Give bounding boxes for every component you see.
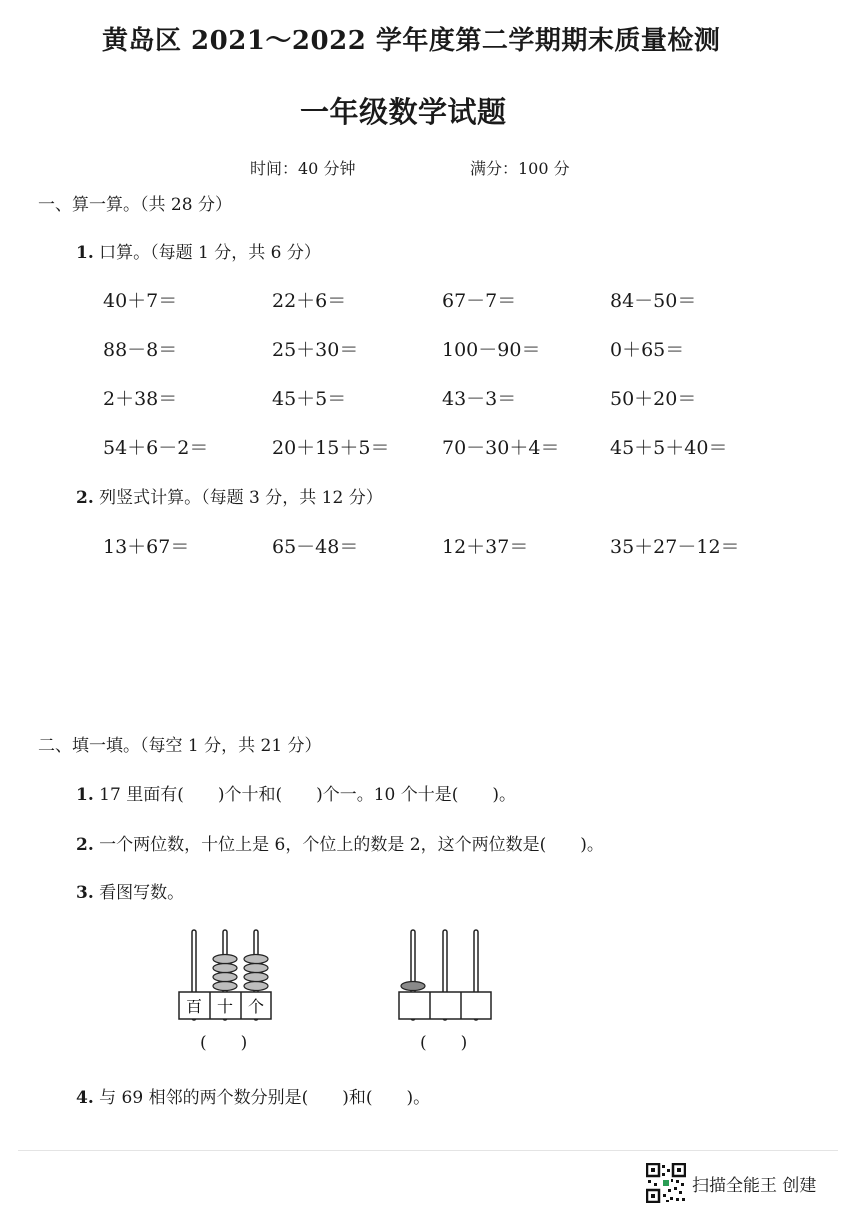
section-1-heading: 一、算一算。（共 28 分） xyxy=(38,195,232,215)
abacus-bead xyxy=(213,973,237,982)
question-number: 3. xyxy=(76,883,94,903)
question-number: 4. xyxy=(76,1088,94,1108)
oral-calc-item: 22＋6＝ xyxy=(272,290,347,312)
question-text: 一个两位数，十位上是 6，个位上的数是 2，这个两位数是( )。 xyxy=(99,835,604,855)
abacus-bead xyxy=(244,955,268,964)
oral-calc-item: 88－8＝ xyxy=(103,339,178,361)
footer-watermark-text: 扫描全能王 创建 xyxy=(692,1176,817,1196)
answer-blank-abacus-2[interactable]: ( ) xyxy=(420,1033,468,1053)
oral-calc-item: 100－90＝ xyxy=(442,339,541,361)
exam-subtitle: 一年级数学试题 xyxy=(300,95,507,129)
oral-calc-item: 20＋15＋5＝ xyxy=(272,437,390,459)
footer-divider xyxy=(18,1150,838,1151)
question-text: 列竖式计算。（每题 3 分，共 12 分） xyxy=(99,488,383,508)
question-text: 口算。（每题 1 分，共 6 分） xyxy=(99,243,321,263)
question-text: 与 69 相邻的两个数分别是( )和( )。 xyxy=(99,1088,431,1108)
abacus-figure-2 xyxy=(390,925,500,1025)
question-2-4 xyxy=(76,1083,430,1108)
place-label-hundreds: 百 xyxy=(185,997,203,1016)
exam-time: 时间：40 分钟 xyxy=(250,159,356,178)
question-1-1 xyxy=(76,238,321,263)
abacus-bead xyxy=(401,982,425,991)
question-number: 2. xyxy=(76,835,94,855)
oral-calc-item: 45＋5＋40＝ xyxy=(610,437,728,459)
question-number: 1. xyxy=(76,785,94,805)
oral-calc-item: 25＋30＝ xyxy=(272,339,359,361)
vertical-calc-item: 35＋27－12＝ xyxy=(610,536,740,558)
abacus-figure-1 xyxy=(170,925,280,1025)
oral-calc-item: 84－50＝ xyxy=(610,290,697,312)
answer-blank-abacus-1[interactable]: ( ) xyxy=(200,1033,248,1053)
abacus-bead xyxy=(244,973,268,982)
oral-calc-item: 54＋6－2＝ xyxy=(103,437,209,459)
question-2-1 xyxy=(76,780,516,805)
vertical-calc-item: 12＋37＝ xyxy=(442,536,529,558)
place-label-ones: 个 xyxy=(247,997,265,1016)
abacus-bead xyxy=(244,964,268,973)
question-2-3 xyxy=(76,878,184,903)
question-text: 17 里面有( )个十和( )个一。10 个十是( )。 xyxy=(99,785,517,805)
question-number: 1. xyxy=(76,243,94,263)
oral-calc-item: 70－30＋4＝ xyxy=(442,437,560,459)
vertical-calc-item: 13＋67＝ xyxy=(103,536,190,558)
section-2-heading: 二、填一填。（每空 1 分，共 21 分） xyxy=(38,736,322,756)
oral-calc-item: 43－3＝ xyxy=(442,388,517,410)
oral-calc-item: 67－7＝ xyxy=(442,290,517,312)
qr-code-icon xyxy=(646,1163,686,1203)
vertical-calc-item: 65－48＝ xyxy=(272,536,359,558)
exam-title: 黄岛区 2021～2022 学年度第二学期期末质量检测 xyxy=(102,26,721,56)
question-text: 看图写数。 xyxy=(99,883,185,903)
oral-calc-item: 0＋65＝ xyxy=(610,339,685,361)
abacus-bead xyxy=(213,982,237,991)
exam-full-score: 满分：100 分 xyxy=(470,159,570,178)
oral-calc-item: 45＋5＝ xyxy=(272,388,347,410)
place-label-tens: 十 xyxy=(216,997,234,1016)
question-number: 2. xyxy=(76,488,94,508)
question-2-2 xyxy=(76,830,604,855)
abacus-bead xyxy=(213,955,237,964)
abacus-bead xyxy=(213,964,237,973)
question-1-2 xyxy=(76,483,383,508)
oral-calc-item: 40＋7＝ xyxy=(103,290,178,312)
oral-calc-item: 2＋38＝ xyxy=(103,388,178,410)
oral-calc-item: 50＋20＝ xyxy=(610,388,697,410)
abacus-bead xyxy=(244,982,268,991)
